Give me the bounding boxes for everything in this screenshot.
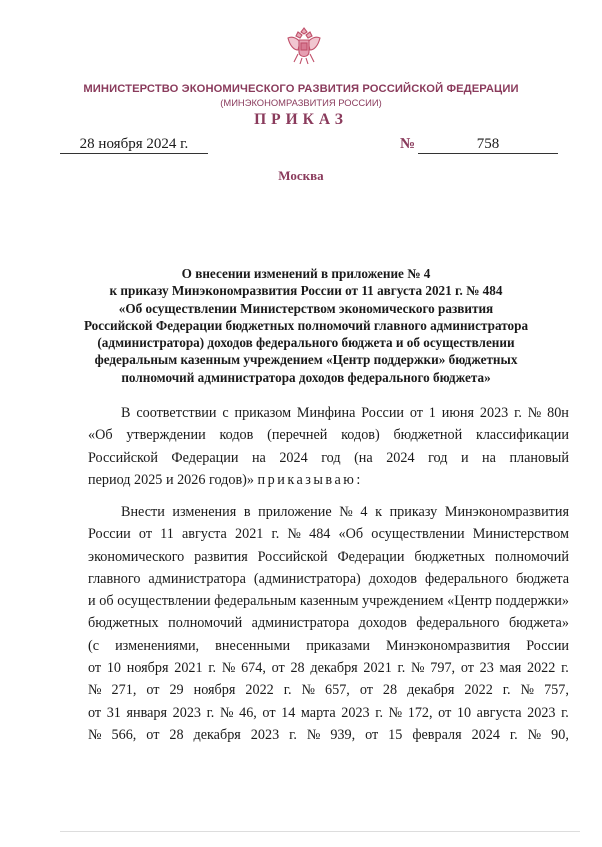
text-line: Внести изменения в приложение № 4 к приказу Минэкономразвития	[121, 504, 569, 520]
order-date: 28 ноября 2024 г.	[60, 136, 208, 154]
city: Москва	[278, 168, 324, 183]
text-line: и об осуществлении федеральным казенным учреждением «Центр поддержки»	[88, 593, 569, 610]
title-line: «Об осуществлении Министерством экономического развития	[118, 300, 494, 316]
text-line: В соответствии с приказом Минфина России от 1 июня 2023 г. № 80н	[121, 405, 569, 421]
paragraph-preamble	[88, 402, 569, 491]
title-line: к приказу Минэкономразвития России от 11 августа 2021 г. № 484	[109, 283, 503, 299]
text-line: экономического развития Российской Федерации бюджетных полномочий	[88, 548, 569, 565]
text-line: от 10 ноября 2021 г. № 674, от 28 декабря 2021 г. № 797, от 23 мая 2022 г.	[88, 660, 569, 677]
title-line: полномочий администратора доходов федерального бюджета»	[121, 369, 491, 385]
text-line: от 31 января 2023 г. № 46, от 14 марта 2023 г. № 172, от 10 августа 2023 г.	[88, 704, 569, 721]
text-line: России от 11 августа 2021 г. № 484 «Об осуществлении Министерством	[88, 526, 569, 543]
text-line: главного администратора (администратора) доходов федерального бюджета	[88, 570, 569, 587]
order-number-label: №	[400, 136, 416, 152]
title-line: (администратора) доходов федерального бюджета и об осуществлении	[97, 335, 515, 351]
title-line: О внесении изменений в приложение № 4	[181, 266, 431, 281]
text-line: № 566, от 28 декабря 2023 г. № 939, от 15 февраля 2024 г. № 90,	[88, 726, 569, 743]
order-verb: приказываю:	[257, 471, 363, 488]
document-title	[60, 265, 552, 386]
text-line	[88, 469, 569, 491]
text-line: № 271, от 29 ноября 2022 г. № 657, от 28 декабря 2022 г. № 757,	[88, 682, 569, 699]
paragraph-main	[88, 501, 569, 746]
title-line: Российской Федерации бюджетных полномочий главного администратора	[83, 317, 529, 333]
title-line: федеральным казенным учреждением «Центр поддержки» бюджетных	[94, 352, 518, 368]
text-line: Российской Федерации на 2024 год (на 2024 год и на плановый	[88, 449, 569, 466]
text-line: бюджетных полномочий администратора доходов федерального бюджета»	[88, 615, 569, 632]
text-line-start: период 2025 и 2026 годов)»	[88, 471, 258, 488]
text-line: (с изменениями, внесенными приказами Минэкономразвития России	[88, 637, 569, 654]
page-bottom-divider	[60, 831, 580, 832]
document-type: ПРИКАЗ	[254, 111, 348, 128]
ministry-name: МИНИСТЕРСТВО ЭКОНОМИЧЕСКОГО РАЗВИТИЯ РОССИЙСКОЙ ФЕДЕРАЦИИ	[83, 83, 519, 95]
order-number: 758	[418, 136, 558, 154]
coat-of-arms-icon	[284, 24, 324, 68]
text-line: «Об утверждении кодов (перечней кодов) бюджетной классификации	[88, 427, 569, 444]
ministry-short-name: (МИНЭКОНОМРАЗВИТИЯ РОССИИ)	[220, 97, 382, 108]
